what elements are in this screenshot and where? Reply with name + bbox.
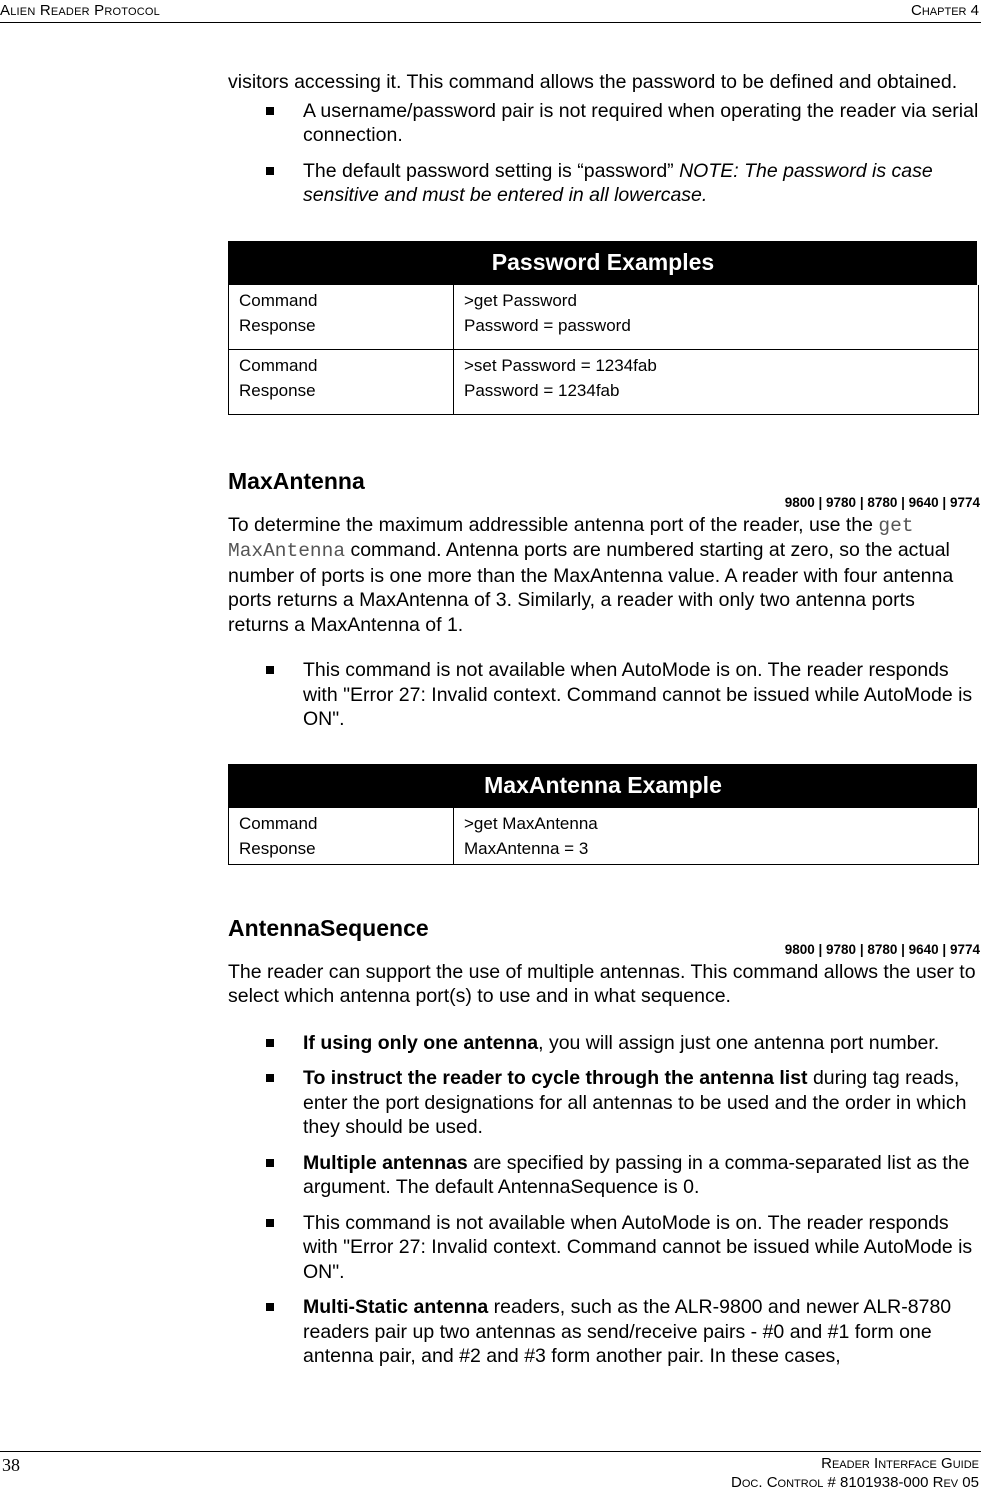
bullet-text: This command is not available when AutoMode is on. The reader responds with "Error 27: Invalid context. Command cannot be issued while AutoMode is ON".: [303, 659, 973, 730]
square-bullet-icon: [266, 1303, 274, 1311]
square-bullet-icon: [266, 1039, 274, 1047]
cell-response: MaxAntenna = 3: [464, 839, 589, 858]
list-item: [228, 1295, 980, 1369]
cell-command: >set Password = 1234fab: [464, 355, 657, 375]
footer-guide-title: Reader Interface Guide: [821, 1455, 979, 1472]
page-content: [228, 70, 980, 1369]
page-footer: [0, 1451, 981, 1491]
footer-doc-control: Doc. Control # 8101938-000 Rev 05: [731, 1474, 979, 1491]
bullet-text: The default password setting is “password”: [303, 159, 680, 182]
list-item: [228, 1066, 980, 1140]
cell-response: Password = password: [464, 316, 631, 335]
section-heading-antennasequence: AntennaSequence: [228, 914, 429, 941]
cell-label-command: Command: [239, 813, 318, 833]
square-bullet-icon: [266, 1159, 274, 1167]
supported-models: 9800 | 9780 | 8780 | 9640 | 9774: [784, 941, 980, 957]
supported-models: 9800 | 9780 | 8780 | 9640 | 9774: [784, 494, 980, 510]
table-row: [229, 349, 979, 414]
bullet-text: during tag reads, enter the port designations for all antennas to be used and the order in which they should be used.: [303, 1067, 967, 1138]
bullet-bold: If using only one antenna: [303, 1031, 539, 1054]
paragraph-text: command. Antenna ports are numbered starting at zero, so the actual number of ports is one more than the MaxAntenna value. A reader with four antenna ports returns a MaxAntenna of 3. Similarly, a reader with only two antenna ports returns a MaxAntenna of 1.: [228, 539, 954, 636]
bullet-bold: Multiple antennas: [303, 1151, 468, 1174]
cell-label-response: Response: [239, 381, 316, 400]
cell-label-response: Response: [239, 316, 316, 335]
list-item: [228, 159, 980, 208]
bullet-text: , you will assign just one antenna port number.: [538, 1031, 940, 1054]
paragraph-text: To determine the maximum addressible antenna port of the reader, use the: [228, 513, 879, 536]
table-title: MaxAntenna Example: [229, 764, 979, 807]
list-item: [228, 99, 980, 148]
bullet-text: This command is not available when AutoMode is on. The reader responds with "Error 27: Invalid context. Command cannot be issued while AutoMode is ON".: [303, 1211, 973, 1283]
antennasequence-bullet-list: [228, 1031, 980, 1369]
maxantenna-example-table: [228, 764, 979, 865]
password-examples-table: [228, 241, 979, 415]
header-chapter: Chapter 4: [911, 2, 979, 19]
square-bullet-icon: [266, 666, 274, 674]
square-bullet-icon: [266, 167, 274, 175]
table-cell-values: [454, 807, 979, 864]
cell-command: >get Password: [464, 290, 577, 310]
maxantenna-paragraph: [228, 513, 980, 638]
square-bullet-icon: [266, 1074, 274, 1082]
bullet-text: are specified by passing in a comma-separated list as the argument. The default AntennaSequence is 0.: [303, 1151, 970, 1198]
maxantenna-bullet-list: [228, 658, 980, 732]
square-bullet-icon: [266, 107, 274, 115]
table-row: [229, 284, 979, 349]
table-cell-values: [454, 284, 979, 349]
bullet-note: NOTE: The password is case sensitive and must be entered in all lowercase.: [303, 159, 933, 206]
page-number: 38: [2, 1455, 20, 1475]
intro-paragraph: visitors accessing it. This command allows the password to be defined and obtained.: [228, 71, 958, 93]
header-document-title: Alien Reader Protocol: [0, 2, 160, 19]
cell-label-response: Response: [239, 839, 316, 858]
cell-response: Password = 1234fab: [464, 381, 620, 400]
list-item: [228, 1211, 980, 1285]
antennasequence-paragraph: The reader can support the use of multiple antennas. This command allows the user to select which antenna port(s) to use and in what sequence.: [228, 960, 976, 1007]
table-cell-values: [454, 349, 979, 414]
table-row: [229, 807, 979, 864]
table-title: Password Examples: [229, 241, 979, 284]
bullet-bold: To instruct the reader to cycle through the antenna list: [303, 1067, 808, 1089]
list-item: [228, 1151, 980, 1200]
inline-code: get MaxAntenna: [228, 514, 914, 562]
cell-label-command: Command: [239, 290, 318, 310]
square-bullet-icon: [266, 1219, 274, 1227]
page-header: [0, 0, 981, 23]
cell-label-command: Command: [239, 355, 318, 375]
table-cell-labels: [229, 284, 454, 349]
cell-command: >get MaxAntenna: [464, 813, 598, 833]
list-item: [228, 658, 980, 732]
bullet-bold: Multi-Static antenna: [303, 1296, 489, 1318]
list-item: [228, 1031, 980, 1056]
bullet-text: readers, such as the ALR-9800 and newer ALR-8780 readers pair up two antennas as send/receive pairs - #0 and #1 form one antenna pair, and #2 and #3 form another pair. In these cases,: [303, 1296, 952, 1367]
section-heading-maxantenna: MaxAntenna: [228, 467, 365, 494]
table-cell-labels: [229, 807, 454, 864]
table-cell-labels: [229, 349, 454, 414]
intro-bullet-list: [228, 99, 980, 208]
bullet-text: A username/password pair is not required when operating the reader via serial connection.: [303, 99, 979, 146]
